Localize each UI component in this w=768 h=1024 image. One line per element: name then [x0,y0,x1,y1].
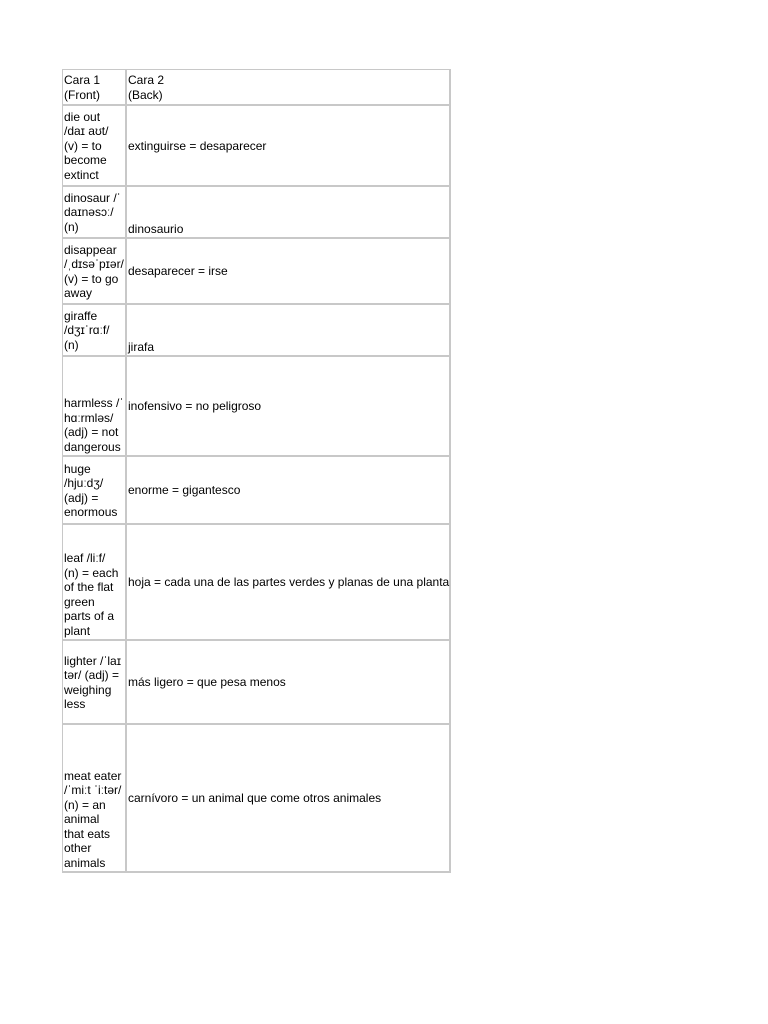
table-row [63,106,451,187]
card-back: jirafa [127,305,451,357]
flashcard-table [62,69,451,873]
card-back: carnívoro = un animal que come otros animales [127,725,451,873]
card-back: enorme = gigantesco [127,457,451,525]
card-front: lighter /ˈlaɪ tər/ (adj) = weighing less [63,641,127,725]
card-front: giraffe /dʒɪˈrɑːf/ (n) [63,305,127,357]
card-front: die out /daɪ aʊt/ (v) = to become extinct [63,106,127,187]
card-front: leaf /liːf/ (n) = each of the flat green parts of a plant [63,525,127,641]
table-row [63,239,451,305]
table-row [63,525,451,641]
card-front: meat eater /ˈmiːt ˈiːtər/ (n) = an animal that eats other animals [63,725,127,873]
card-front: disappear /ˌdɪsəˈpɪər/ (v) = to go away [63,239,127,305]
card-back: más ligero = que pesa menos [127,641,451,725]
card-back: desaparecer = irse [127,239,451,305]
header-back: Cara 2 (Back) [127,70,451,106]
table-row [63,457,451,525]
card-back: dinosaurio [127,187,451,239]
card-front: harmless /ˈ hɑːrmləs/ (adj) = not dangerous [63,357,127,457]
table-row [63,187,451,239]
table-header-row [63,70,451,106]
table-row [63,357,451,457]
table-row [63,305,451,357]
table-row [63,725,451,873]
card-front: huge /hjuːdʒ/ (adj) = enormous [63,457,127,525]
card-front: dinosaur /ˈ daɪnəsɔː/ (n) [63,187,127,239]
table-row [63,641,451,725]
card-back: hoja = cada una de las partes verdes y planas de una planta [127,525,451,641]
header-front: Cara 1 (Front) [63,70,127,106]
card-back: inofensivo = no peligroso [127,357,451,457]
card-back: extinguirse = desaparecer [127,106,451,187]
